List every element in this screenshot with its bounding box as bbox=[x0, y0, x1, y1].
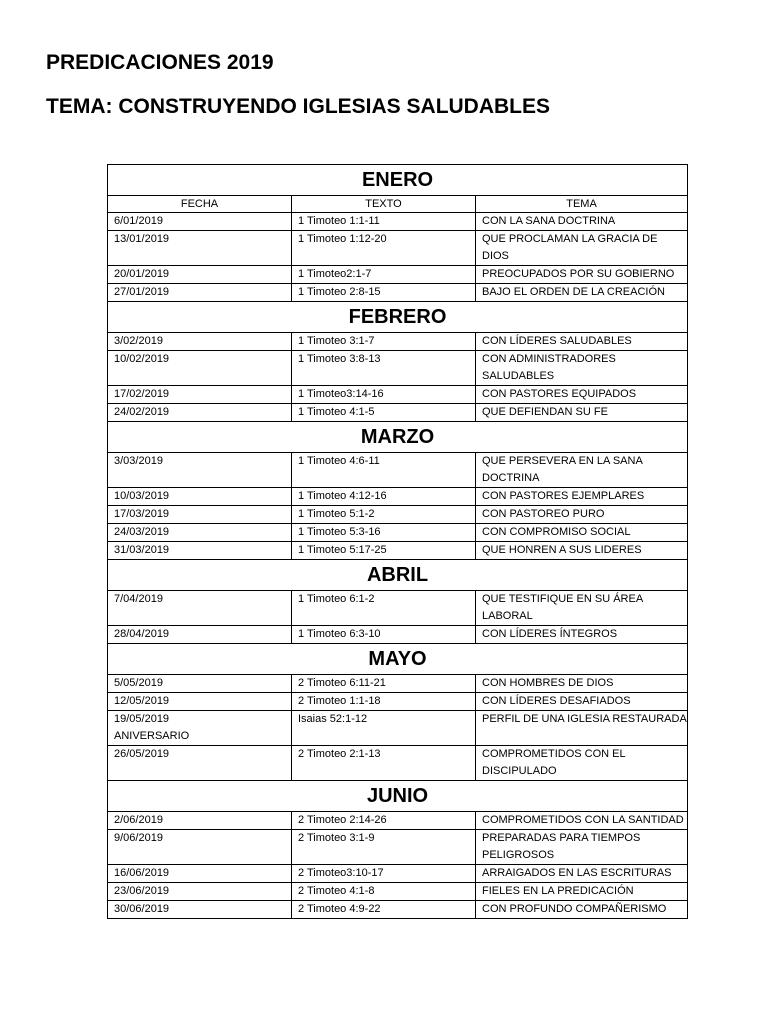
schedule-body bbox=[108, 165, 688, 919]
theme-cell: CON COMPROMISO SOCIAL bbox=[476, 524, 688, 542]
theme-cell: PERFIL DE UNA IGLESIA RESTAURADA bbox=[476, 711, 688, 746]
passage-cell: 1 Timoteo 5:1-2 bbox=[292, 506, 476, 524]
date-cell: 23/06/2019 bbox=[108, 883, 292, 901]
document-title: PREDICACIONES 2019 bbox=[46, 51, 274, 74]
theme-cell: CON LÍDERES SALUDABLES bbox=[476, 333, 688, 351]
date-cell: 13/01/2019 bbox=[108, 231, 292, 266]
date-cell: 16/06/2019 bbox=[108, 865, 292, 883]
table-row bbox=[108, 542, 688, 560]
date-cell: 3/02/2019 bbox=[108, 333, 292, 351]
passage-cell: 1 Timoteo 5:3-16 bbox=[292, 524, 476, 542]
passage-cell: 2 Timoteo 4:9-22 bbox=[292, 901, 476, 919]
date-cell: 31/03/2019 bbox=[108, 542, 292, 560]
table-row bbox=[108, 453, 688, 488]
theme-cell: PREPARADAS PARA TIEMPOS PELIGROSOS bbox=[476, 830, 688, 865]
theme-cell: QUE PERSEVERA EN LA SANA DOCTRINA bbox=[476, 453, 688, 488]
column-header-row bbox=[108, 196, 688, 213]
table-row bbox=[108, 488, 688, 506]
date-cell: 2/06/2019 bbox=[108, 812, 292, 830]
month-heading: ABRIL bbox=[108, 560, 688, 591]
theme-cell: QUE DEFIENDAN SU FE bbox=[476, 404, 688, 422]
table-row bbox=[108, 506, 688, 524]
passage-cell: 1 Timoteo3:14-16 bbox=[292, 386, 476, 404]
table-row bbox=[108, 901, 688, 919]
passage-cell: 2 Timoteo 4:1-8 bbox=[292, 883, 476, 901]
passage-cell: 1 Timoteo 3:8-13 bbox=[292, 351, 476, 386]
theme-cell: CON PASTORES EQUIPADOS bbox=[476, 386, 688, 404]
passage-cell: 1 Timoteo 4:6-11 bbox=[292, 453, 476, 488]
table-row bbox=[108, 711, 688, 746]
table-row bbox=[108, 333, 688, 351]
month-row bbox=[108, 302, 688, 333]
month-heading: FEBRERO bbox=[108, 302, 688, 333]
date-cell: 26/05/2019 bbox=[108, 746, 292, 781]
theme-cell: BAJO EL ORDEN DE LA CREACIÓN bbox=[476, 284, 688, 302]
sermon-schedule-table bbox=[107, 164, 688, 919]
date-cell: 20/01/2019 bbox=[108, 266, 292, 284]
passage-cell: 1 Timoteo2:1-7 bbox=[292, 266, 476, 284]
date-cell: 6/01/2019 bbox=[108, 213, 292, 231]
passage-cell: 2 Timoteo 2:14-26 bbox=[292, 812, 476, 830]
theme-cell: PREOCUPADOS POR SU GOBIERNO bbox=[476, 266, 688, 284]
month-row bbox=[108, 165, 688, 196]
date-cell: 10/02/2019 bbox=[108, 351, 292, 386]
column-header-fecha: FECHA bbox=[108, 196, 292, 213]
month-row bbox=[108, 560, 688, 591]
theme-cell: CON LÍDERES ÍNTEGROS bbox=[476, 626, 688, 644]
date-cell: 17/03/2019 bbox=[108, 506, 292, 524]
passage-cell: 1 Timoteo 3:1-7 bbox=[292, 333, 476, 351]
table-row bbox=[108, 626, 688, 644]
month-row bbox=[108, 781, 688, 812]
table-row bbox=[108, 865, 688, 883]
passage-cell: 2 Timoteo 2:1-13 bbox=[292, 746, 476, 781]
table-row bbox=[108, 404, 688, 422]
date-cell: 24/03/2019 bbox=[108, 524, 292, 542]
table-row bbox=[108, 883, 688, 901]
table-row bbox=[108, 812, 688, 830]
theme-cell: ARRAIGADOS EN LAS ESCRITURAS bbox=[476, 865, 688, 883]
date-cell: 12/05/2019 bbox=[108, 693, 292, 711]
table-row bbox=[108, 524, 688, 542]
month-heading: MAYO bbox=[108, 644, 688, 675]
date-cell: 5/05/2019 bbox=[108, 675, 292, 693]
month-row bbox=[108, 422, 688, 453]
table-row bbox=[108, 746, 688, 781]
table-row bbox=[108, 693, 688, 711]
theme-cell: QUE PROCLAMAN LA GRACIA DE DIOS bbox=[476, 231, 688, 266]
date-cell: 24/02/2019 bbox=[108, 404, 292, 422]
date-cell: 30/06/2019 bbox=[108, 901, 292, 919]
passage-cell: 2 Timoteo 6:11-21 bbox=[292, 675, 476, 693]
theme-cell: COMPROMETIDOS CON EL DISCIPULADO bbox=[476, 746, 688, 781]
passage-cell: 1 Timoteo 1:1-11 bbox=[292, 213, 476, 231]
passage-cell: 1 Timoteo 6:1-2 bbox=[292, 591, 476, 626]
document-subtitle: TEMA: CONSTRUYENDO IGLESIAS SALUDABLES bbox=[46, 95, 551, 118]
date-cell: 28/04/2019 bbox=[108, 626, 292, 644]
theme-cell: CON PASTOREO PURO bbox=[476, 506, 688, 524]
date-cell: 17/02/2019 bbox=[108, 386, 292, 404]
table-row bbox=[108, 266, 688, 284]
table-row bbox=[108, 675, 688, 693]
date-cell: 27/01/2019 bbox=[108, 284, 292, 302]
theme-cell: COMPROMETIDOS CON LA SANTIDAD bbox=[476, 812, 688, 830]
theme-cell: CON LÍDERES DESAFIADOS bbox=[476, 693, 688, 711]
theme-cell: CON HOMBRES DE DIOS bbox=[476, 675, 688, 693]
month-row bbox=[108, 644, 688, 675]
passage-cell: 1 Timoteo 1:12-20 bbox=[292, 231, 476, 266]
month-heading: ENERO bbox=[108, 165, 688, 196]
passage-cell: 1 Timoteo 4:1-5 bbox=[292, 404, 476, 422]
table-row bbox=[108, 351, 688, 386]
theme-cell: CON ADMINISTRADORES SALUDABLES bbox=[476, 351, 688, 386]
column-header-texto: TEXTO bbox=[292, 196, 476, 213]
passage-cell: 2 Timoteo 3:1-9 bbox=[292, 830, 476, 865]
passage-cell: 2 Timoteo3:10-17 bbox=[292, 865, 476, 883]
month-heading: JUNIO bbox=[108, 781, 688, 812]
table-row bbox=[108, 830, 688, 865]
passage-cell: 1 Timoteo 6:3-10 bbox=[292, 626, 476, 644]
theme-cell: QUE TESTIFIQUE EN SU ÁREA LABORAL bbox=[476, 591, 688, 626]
date-cell: 19/05/2019 ANIVERSARIO bbox=[108, 711, 292, 746]
date-cell: 3/03/2019 bbox=[108, 453, 292, 488]
date-cell: 10/03/2019 bbox=[108, 488, 292, 506]
theme-cell: CON PROFUNDO COMPAÑERISMO bbox=[476, 901, 688, 919]
table-row bbox=[108, 284, 688, 302]
passage-cell: 1 Timoteo 2:8-15 bbox=[292, 284, 476, 302]
passage-cell: Isaias 52:1-12 bbox=[292, 711, 476, 746]
passage-cell: 1 Timoteo 5:17-25 bbox=[292, 542, 476, 560]
table-row bbox=[108, 386, 688, 404]
theme-cell: FIELES EN LA PREDICACIÓN bbox=[476, 883, 688, 901]
table-row bbox=[108, 213, 688, 231]
month-heading: MARZO bbox=[108, 422, 688, 453]
passage-cell: 2 Timoteo 1:1-18 bbox=[292, 693, 476, 711]
theme-cell: CON PASTORES EJEMPLARES bbox=[476, 488, 688, 506]
passage-cell: 1 Timoteo 4:12-16 bbox=[292, 488, 476, 506]
date-cell: 7/04/2019 bbox=[108, 591, 292, 626]
theme-cell: QUE HONREN A SUS LIDERES bbox=[476, 542, 688, 560]
date-cell: 9/06/2019 bbox=[108, 830, 292, 865]
theme-cell: CON LA SANA DOCTRINA bbox=[476, 213, 688, 231]
column-header-tema: TEMA bbox=[476, 196, 688, 213]
table-row bbox=[108, 231, 688, 266]
table-row bbox=[108, 591, 688, 626]
